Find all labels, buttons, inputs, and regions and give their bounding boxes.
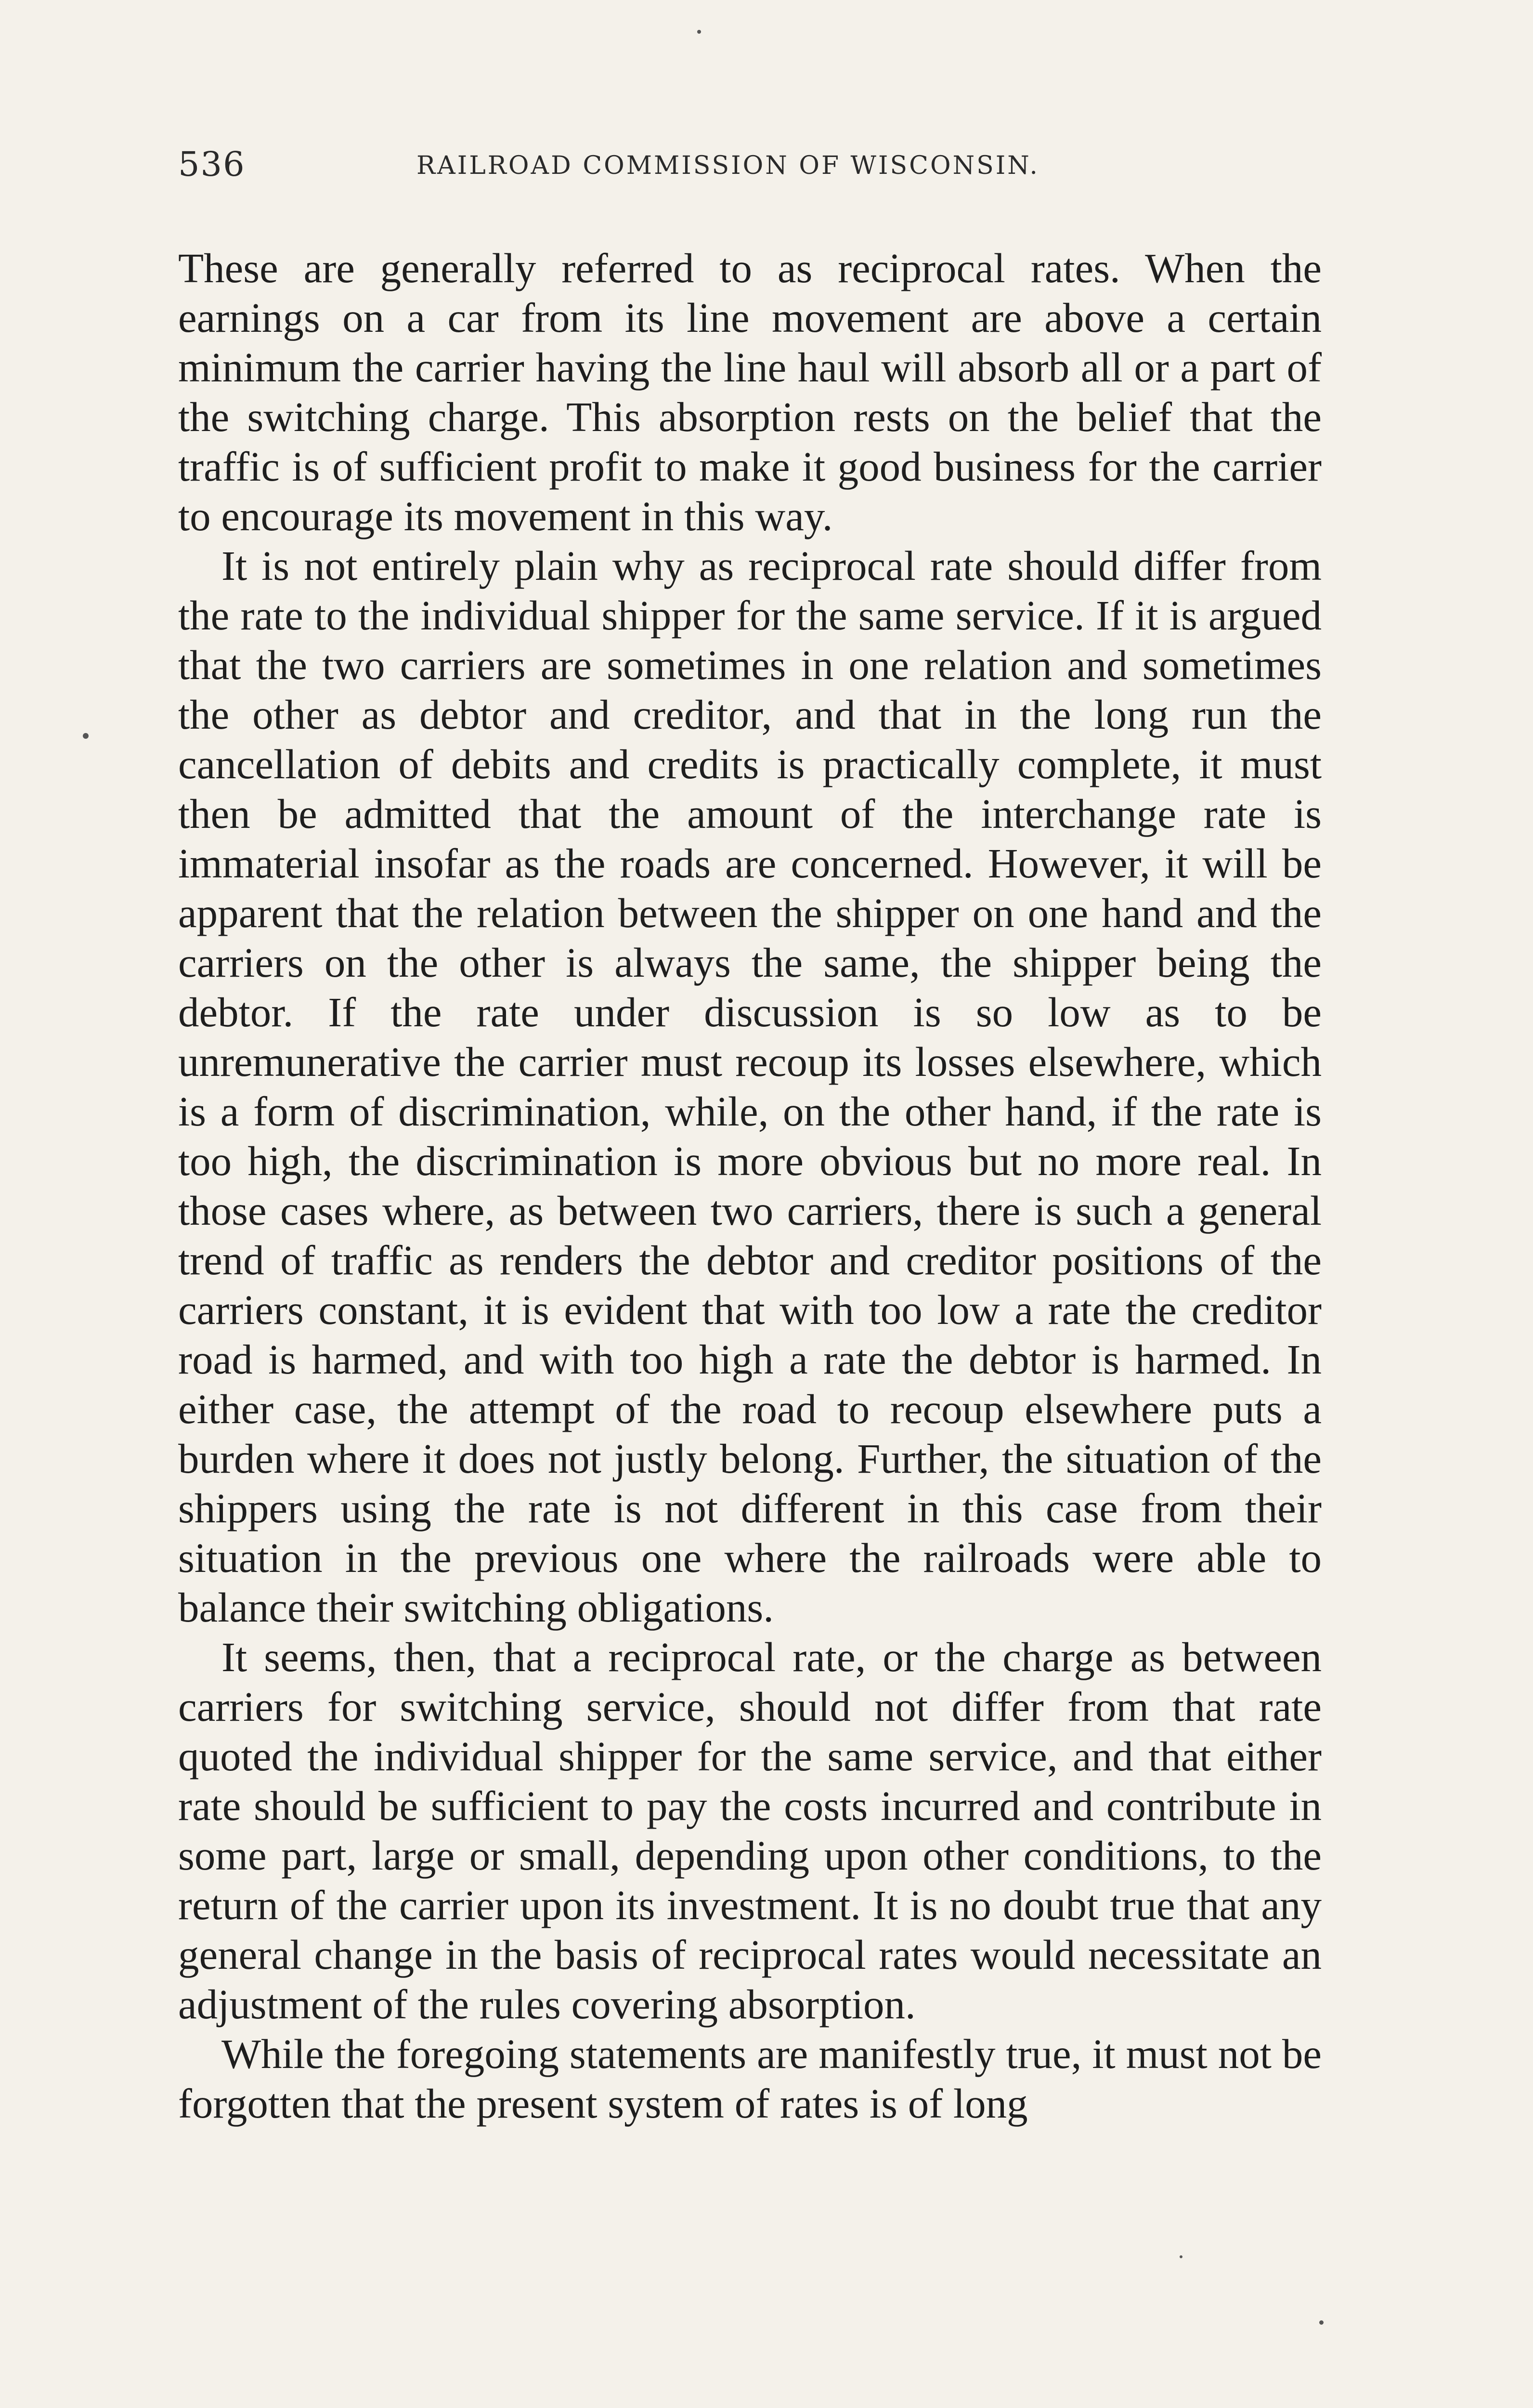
paragraph-2: It is not entirely plain why as reciprocal rate should differ from the rate to the individual shipper for the same service. If it is argued that the two carriers are sometimes in one relation and sometimes the other as debtor and creditor, and that in the long run the cancellation of debits and credits is practically complete, it must then be admitted that the amount of the interchange rate is immaterial insofar as the roads are concerned. However, it will be apparent that the relation between the shipper on one hand and the carriers on the other is always the same, the shipper being the debtor. If the rate under discussion is so low as to be unremunerative the carrier must recoup its losses elsewhere, which is a form of discrimination, while, on the other hand, if the rate is too high, the discrimination is more obvious but no more real. In those cases where, as between two carriers, there is such a general trend of traffic as renders the debtor and creditor positions of the carriers constant, it is evident that with too low a rate the creditor road is harmed, and with too high a rate the debtor is harmed. In either case, the attempt of the road to recoup elsewhere puts a burden where it does not justly belong. Further, the situation of the shippers using the rate is not different in this case from their situation in the previous one where the railroads were able to balance their switching obligations. [178, 542, 1322, 1631]
scan-speck [697, 30, 701, 34]
scan-speck [1319, 2320, 1324, 2325]
scan-speck [1180, 2255, 1182, 2258]
page-header [178, 144, 1324, 212]
running-head: RAILROAD COMMISSION OF WISCONSIN. [416, 151, 1039, 180]
paragraph-3: It seems, then, that a reciprocal rate, or the charge as between carriers for switching service, should not differ from that rate quoted the individual shipper for the same service, and that either rate should be sufficient to pay the costs incurred and contribute in some part, large or small, depending upon other conditions, to the return of the carrier upon its investment. It is no doubt true that any general change in the basis of reciprocal rates would necessitate an adjustment of the rules covering absorption. [178, 1634, 1322, 2028]
paragraph-4: While the foregoing statements are manifestly true, it must not be forgotten that the present system of rates is of long [178, 2030, 1322, 2127]
paragraph-1: These are generally referred to as reciprocal rates. When the earnings on a car from its line movement are above a certain minimum the carrier having the line haul will absorb all or a part of the switching charge. This absorption rests on the belief that the traffic is of sufficient profit to make it good business for the carrier to encourage its movement in this way. [178, 245, 1322, 539]
scan-speck [83, 733, 89, 739]
body-text [178, 243, 1322, 2128]
page-number: 536 [178, 144, 246, 184]
